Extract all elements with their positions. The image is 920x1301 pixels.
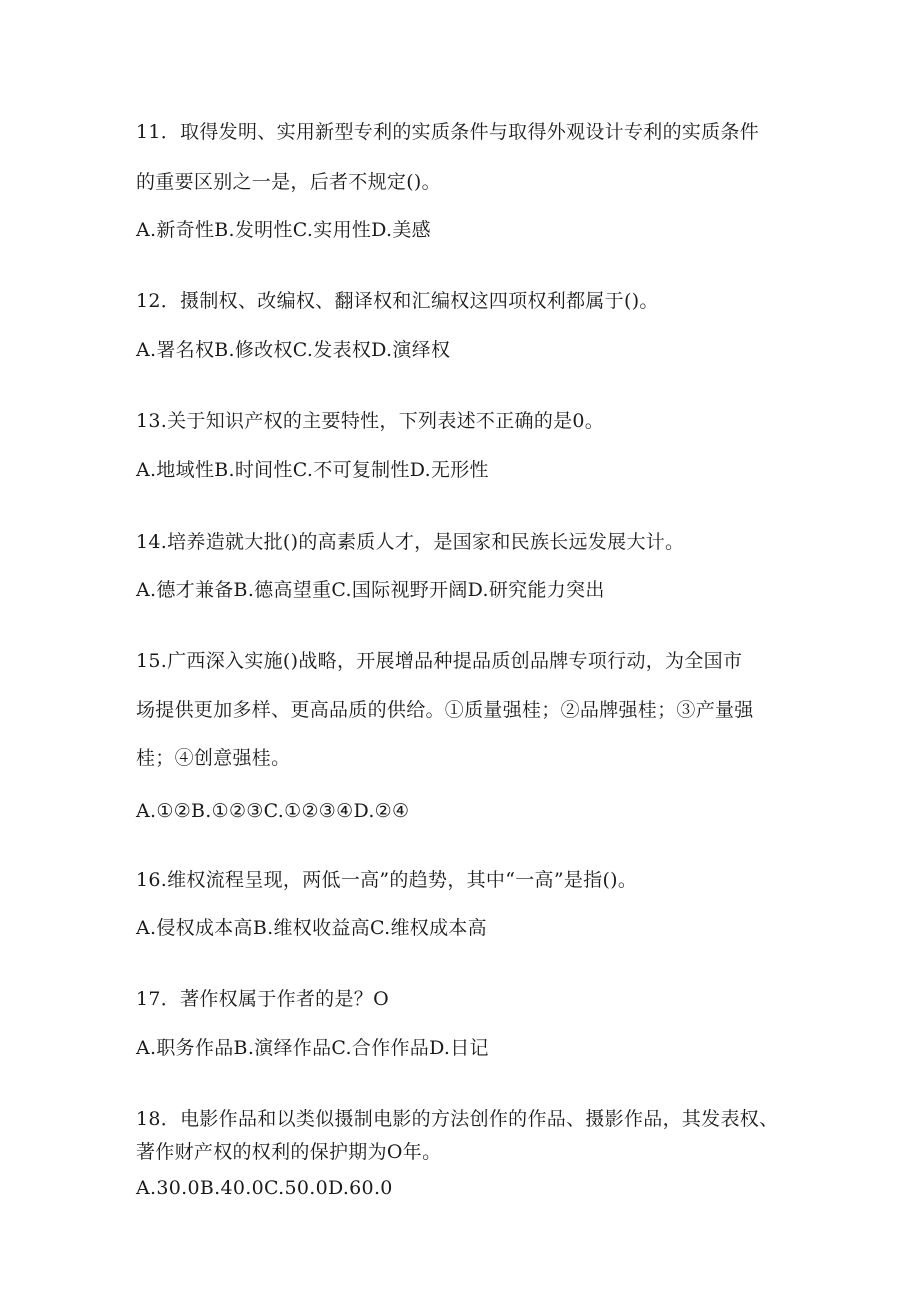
question-15-text-line-3: 桂；④创意强桂。 — [136, 747, 291, 769]
question-17-text-line-1: 17．著作权属于作者的是？O — [136, 988, 389, 1010]
question-12-options: A.署名权B.修改权C.发表权D.演绎权 — [136, 339, 451, 361]
question-13-text-line-1: 13.关于知识产权的主要特性，下列表述不正确的是0。 — [136, 410, 605, 432]
question-11-text-line-1: 11．取得发明、实用新型专利的实质条件与取得外观设计专利的实质条件 — [136, 121, 760, 143]
question-15-text-line-1: 15.广西深入实施()战略，开展增品种提品质创品牌专项行动，为全国市 — [136, 650, 743, 672]
question-16-text-line-1: 16.维权流程呈现，两低一高”的趋势，其中“一高”是指()。 — [136, 869, 638, 891]
question-18-text-line-2: 著作财产权的权利的保护期为O年。 — [136, 1141, 442, 1163]
question-18-text-line-1: 18．电影作品和以类似摄制电影的方法创作的作品、摄影作品，其发表权、 — [136, 1108, 779, 1130]
question-11-options: A.新奇性B.发明性C.实用性D.美感 — [136, 219, 431, 241]
question-17-options: A.职务作品B.演绎作品C.合作作品D.日记 — [136, 1037, 489, 1059]
question-11-text-line-2: 的重要区别之一是，后者不规定()。 — [136, 171, 441, 193]
question-15-text-line-2: 场提供更加多样、更高品质的供给。①质量强桂；②品牌强桂；③产量强 — [136, 699, 754, 721]
question-12-text-line-1: 12．摄制权、改编权、翻译权和汇编权这四项权利都属于()。 — [136, 290, 659, 312]
question-14-options: A.德才兼备B.德高望重C.国际视野开阔D.研究能力突出 — [136, 579, 605, 601]
question-18-options: A.30.0B.40.0C.50.0D.60.0 — [136, 1177, 393, 1199]
question-16-options: A.侵权成本高B.维权收益高C.维权成本高 — [136, 917, 487, 939]
question-14-text-line-1: 14.培养造就大批()的高素质人才，是国家和民族长远发展大计。 — [136, 531, 685, 553]
question-13-options: A.地域性B.时间性C.不可复制性D.无形性 — [136, 459, 489, 481]
question-15-options: A.①②B.①②③C.①②③④D.②④ — [136, 800, 410, 822]
